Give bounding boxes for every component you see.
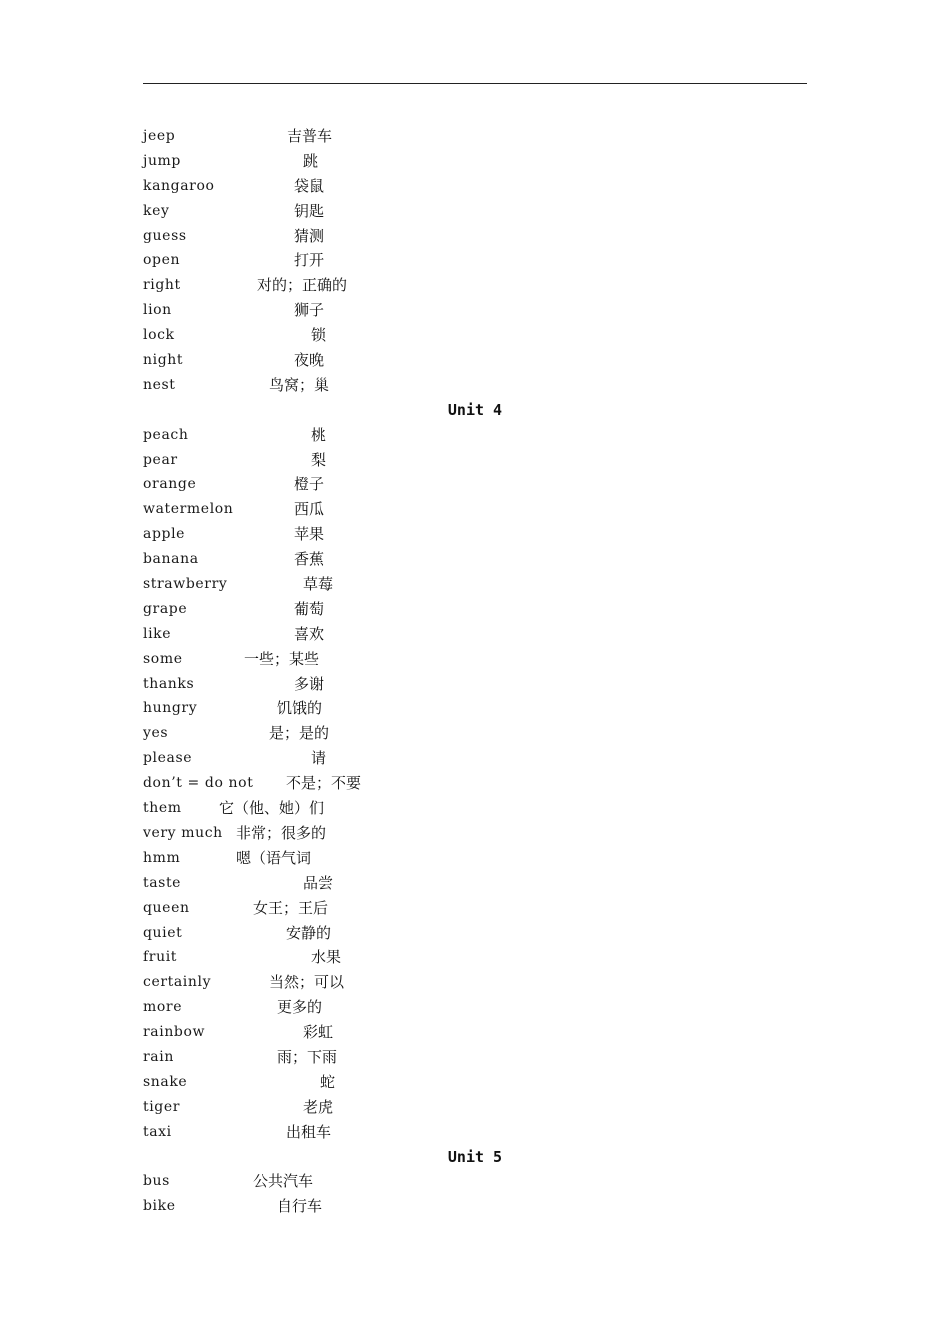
vocab-row [143,746,807,771]
vocab-chinese: 公共汽车 [253,1172,314,1191]
vocabulary-list [143,124,807,1219]
vocab-row [143,995,807,1020]
vocab-english: tiger [143,1098,181,1115]
vocab-row [143,1120,807,1145]
vocab-row [143,522,807,547]
vocab-english: apple [143,526,186,543]
vocab-chinese: 对的；正确的 [257,276,348,295]
vocab-row [143,547,807,572]
vocab-chinese: 自行车 [277,1197,323,1216]
vocab-chinese: 老虎 [303,1097,334,1116]
vocab-row [143,1169,807,1194]
vocab-chinese: 蛇 [320,1072,336,1091]
vocab-english: snake [143,1073,188,1090]
vocab-english: grape [143,600,188,617]
vocab-english: fruit [143,949,177,966]
vocab-chinese: 钥匙 [294,201,325,220]
vocab-row [143,149,807,174]
vocab-chinese: 更多的 [277,998,323,1017]
unit-heading-text: Unit 4 [447,400,503,419]
vocab-row [143,298,807,323]
vocab-row [143,472,807,497]
vocab-english: kangaroo [143,177,215,194]
vocab-row [143,696,807,721]
vocab-row [143,248,807,273]
vocab-chinese: 不是；不要 [286,774,362,793]
vocab-chinese: 是；是的 [269,724,330,743]
vocab-english: quiet [143,924,183,941]
vocab-english: rain [143,1048,174,1065]
vocab-chinese: 嗯（语气词 [236,848,312,867]
vocab-row [143,199,807,224]
vocab-english: key [143,202,170,219]
vocab-english: yes [143,725,169,742]
vocab-row [143,597,807,622]
vocab-chinese: 品尝 [303,873,334,892]
vocab-row [143,1045,807,1070]
vocab-chinese: 鸟窝；巢 [269,375,330,394]
unit-heading [143,1145,807,1170]
vocab-english: watermelon [143,501,234,518]
vocab-english: jump [143,152,181,169]
vocab-chinese: 彩虹 [303,1023,334,1042]
vocab-english: lion [143,302,172,319]
vocab-chinese: 夜晚 [294,351,325,370]
vocab-row [143,1194,807,1219]
vocab-chinese: 打开 [294,251,325,270]
vocab-row [143,373,807,398]
vocab-chinese: 橙子 [294,475,325,494]
vocab-english: very much [143,824,223,841]
vocab-chinese: 多谢 [294,674,325,693]
vocab-row [143,945,807,970]
vocab-english: taxi [143,1123,172,1140]
vocab-english: hmm [143,849,181,866]
vocab-chinese: 梨 [311,450,327,469]
vocab-row [143,174,807,199]
vocab-chinese: 草莓 [303,575,334,594]
vocab-english: banana [143,551,199,568]
vocab-english: queen [143,899,190,916]
vocab-english: please [143,750,193,767]
vocab-chinese: 饥饿的 [277,699,323,718]
vocab-row [143,970,807,995]
vocab-chinese: 喜欢 [294,624,325,643]
vocab-chinese: 吉普车 [287,127,333,145]
vocab-chinese: 一些；某些 [244,649,320,668]
vocab-english: jeep [143,128,176,144]
vocab-row [143,1020,807,1045]
vocab-row [143,647,807,672]
vocab-english: bus [143,1173,170,1190]
vocab-chinese: 女王；王后 [253,898,329,917]
vocab-english: night [143,352,184,369]
vocab-english: bike [143,1198,176,1215]
vocab-row [143,348,807,373]
vocab-english: certainly [143,974,212,991]
vocab-english: strawberry [143,576,228,593]
vocab-english: some [143,650,183,667]
vocab-chinese: 跳 [303,151,319,170]
vocab-chinese: 苹果 [294,525,325,544]
vocab-chinese: 袋鼠 [294,176,325,195]
vocab-english: open [143,252,181,269]
vocab-chinese: 猜测 [294,226,325,245]
vocab-chinese: 非常；很多的 [236,823,327,842]
vocab-row [143,572,807,597]
vocab-row [143,921,807,946]
vocab-row [143,423,807,448]
vocab-row [143,771,807,796]
vocab-english: orange [143,476,197,493]
vocab-row [143,896,807,921]
vocab-chinese: 雨；下雨 [277,1047,338,1066]
vocab-english: them [143,800,182,817]
unit-heading-text: Unit 5 [447,1147,503,1166]
vocab-chinese: 锁 [311,326,327,345]
vocab-chinese: 安静的 [286,923,332,942]
vocab-row [143,672,807,697]
vocab-chinese: 它（他、她）们 [219,799,325,818]
vocab-row [143,273,807,298]
vocab-chinese: 桃 [311,425,327,444]
vocab-english: like [143,625,172,642]
vocab-english: more [143,999,183,1016]
vocab-row [143,622,807,647]
vocab-chinese: 西瓜 [294,500,325,519]
vocab-chinese: 请 [311,749,327,768]
vocab-english: thanks [143,675,195,692]
vocab-chinese: 出租车 [286,1122,332,1141]
vocab-english: guess [143,227,187,244]
vocab-english: nest [143,376,176,393]
vocab-row [143,796,807,821]
vocab-row [143,124,807,149]
vocab-english: rainbow [143,1024,206,1041]
vocab-row [143,821,807,846]
vocab-chinese: 葡萄 [294,599,325,618]
unit-heading [143,398,807,423]
vocab-row [143,224,807,249]
vocab-english: hungry [143,700,198,717]
vocab-row [143,323,807,348]
header-rule [143,83,807,84]
vocab-chinese: 水果 [311,948,342,967]
vocab-chinese: 香蕉 [294,550,325,569]
vocab-row [143,448,807,473]
vocab-row [143,1070,807,1095]
vocab-english: don’t = do not [143,775,254,792]
vocab-english: right [143,277,181,294]
vocab-english: lock [143,327,175,344]
vocab-row [143,846,807,871]
vocab-chinese: 狮子 [294,301,325,320]
vocab-english: pear [143,451,178,468]
vocab-english: taste [143,874,182,891]
vocab-chinese: 当然；可以 [269,973,345,992]
vocab-english: peach [143,426,189,443]
vocab-row [143,721,807,746]
vocab-row [143,871,807,896]
vocab-row [143,497,807,522]
vocab-row [143,1095,807,1120]
